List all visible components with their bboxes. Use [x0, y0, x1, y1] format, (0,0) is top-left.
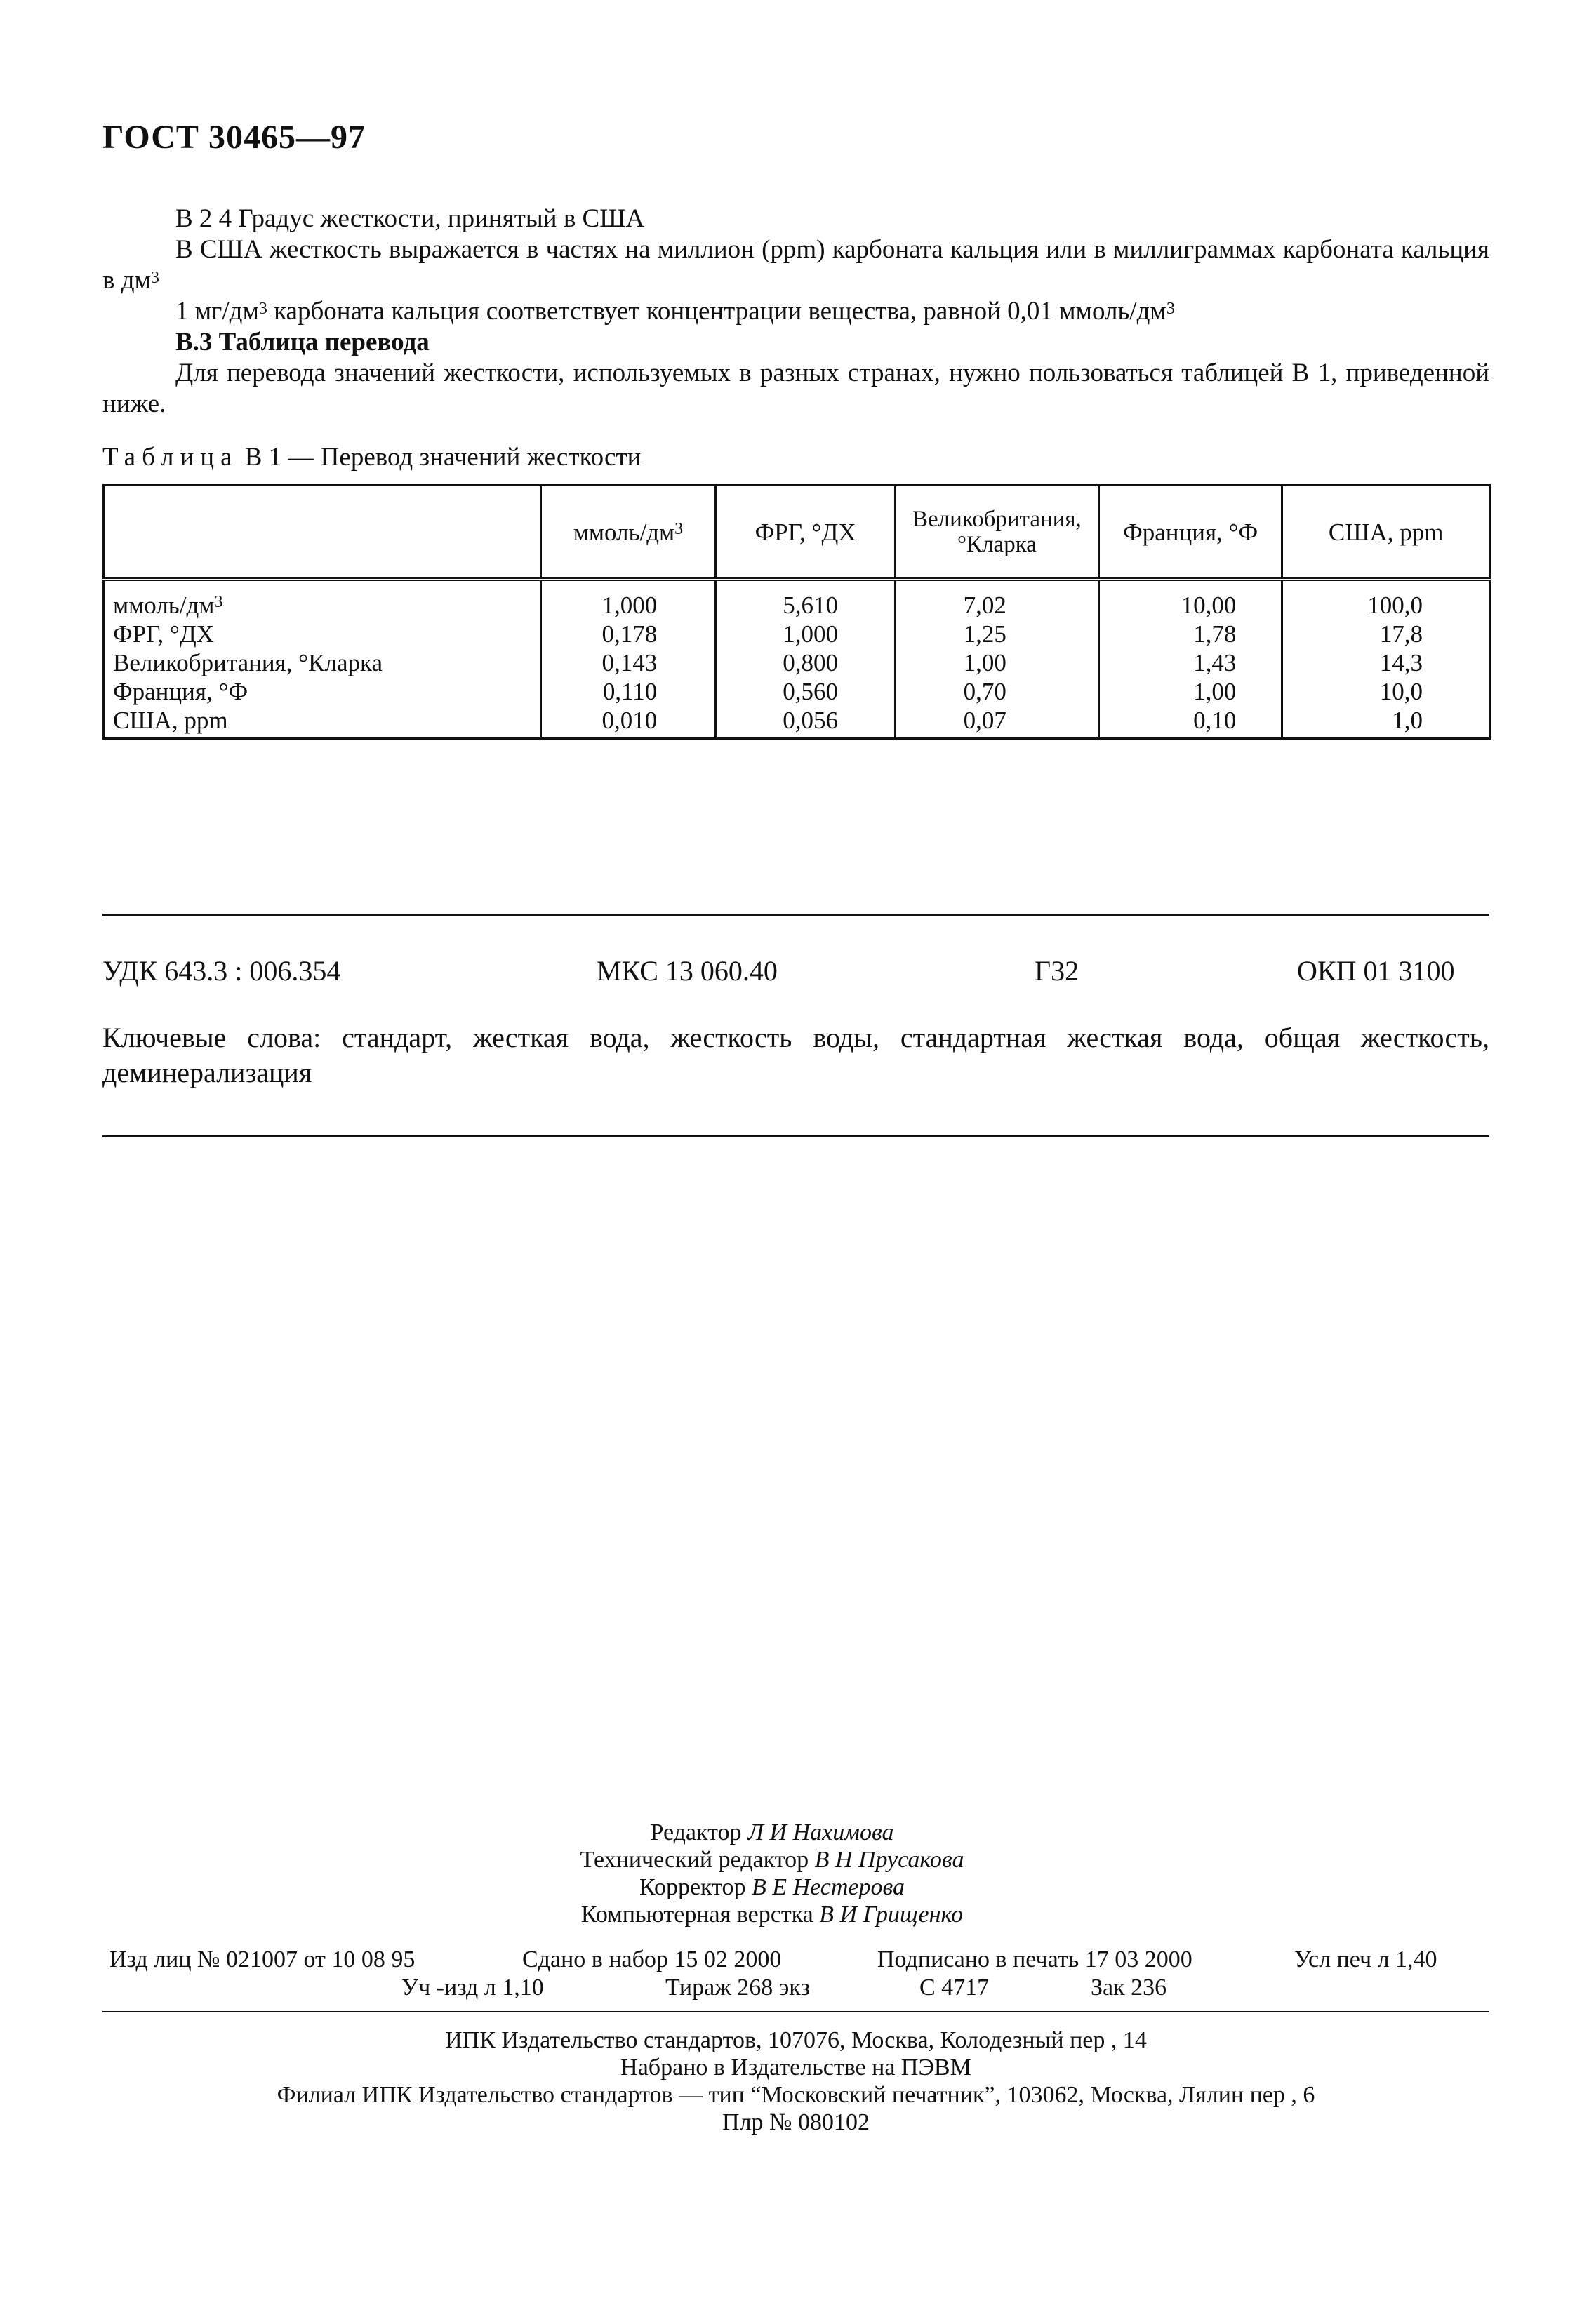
imprint-print-sheets: Усл печ л 1,40 [1294, 1946, 1437, 1972]
table-row [104, 648, 1490, 677]
table-cell: 0,056 [716, 706, 896, 739]
table-cell: 1,000 [540, 580, 716, 620]
credit-layout: Компьютерная верстка В И Грищенко [580, 1902, 964, 1928]
header-empty [104, 486, 541, 580]
imprint-pub-sheets: Уч -изд л 1,10 [401, 1975, 544, 2001]
table-cell: 1,43 [1098, 648, 1282, 677]
imprint-license: Изд лиц № 021007 от 10 08 95 [109, 1946, 416, 1972]
imprint-sent: Сдано в набор 15 02 2000 [522, 1946, 782, 1972]
table-cell: 14,3 [1282, 648, 1490, 677]
publisher-block [102, 2026, 1489, 2136]
table-cell: 1,000 [716, 620, 896, 648]
header-frg: ФРГ, °ДХ [716, 486, 896, 580]
header-uk: Великобритания, °Кларка [895, 486, 1098, 580]
table-cell: 0,178 [540, 620, 716, 648]
superscript: 3 [1166, 300, 1175, 318]
publisher-line-4: Плр № 080102 [722, 2109, 870, 2135]
divider-bottom [102, 1135, 1489, 1137]
table-cell: 0,560 [716, 677, 896, 706]
imprint-order: Зак 236 [1091, 1975, 1167, 2001]
table-cell: 1,78 [1098, 620, 1282, 648]
credit-tech-editor: Технический редактор В Н Прусакова [580, 1847, 964, 1873]
header-usa: США, ppm [1282, 486, 1490, 580]
row-label: ммоль/$дм^3$ [104, 580, 541, 620]
table-row [104, 580, 1490, 620]
imprint-run: Тираж 268 экз [665, 1975, 810, 2001]
table-cell: 10,00 [1098, 580, 1282, 620]
credit-corrector: Корректор В Е Нестерова [639, 1874, 905, 1900]
table-header-row [104, 486, 1490, 580]
table-cell: 0,143 [540, 648, 716, 677]
table-caption-title: В 1 — Перевод значений жесткости [238, 443, 642, 472]
table-cell: 1,00 [895, 648, 1098, 677]
table-cell: 1,25 [895, 620, 1098, 648]
header-mmol: ммоль/$дм^3$ [540, 486, 716, 580]
divider-imprint [102, 2011, 1489, 2012]
hardness-conversion-table [102, 484, 1491, 740]
superscript: 3 [258, 300, 267, 318]
table-cell: 5,610 [716, 580, 896, 620]
imprint-c: С 4717 [919, 1975, 990, 2001]
table-cell: 0,010 [540, 706, 716, 739]
publisher-line-2: Набрано в Издательстве на ПЭВМ [620, 2055, 971, 2081]
table-cell: 7,02 [895, 580, 1098, 620]
okp-code: ОКП 01 3100 [1297, 955, 1455, 987]
keywords: Ключевые слова: стандарт, жесткая вода, жесткость воды, стандартная жесткая вода, общая жесткость, деминерализация [102, 1022, 1489, 1088]
paragraph-usa-text: В США жесткость выражается в частях на миллион (ppm) карбоната кальция или в миллиграммах карбоната кальция в дм [102, 235, 1489, 295]
table-cell: 0,70 [895, 677, 1098, 706]
publisher-line-3: Филиал ИПК Издательство стандартов — тип “Московский печатник”, 103062, Москва, Лялин пер , 6 [277, 2082, 1315, 2108]
table-cell: 0,800 [716, 648, 896, 677]
table-caption-word: Таблица [102, 443, 239, 472]
paragraph-table-intro: Для перевода значений жесткости, используемых в разных странах, нужно пользоваться таблицей В 1, приведенной ниже. [102, 359, 1489, 418]
imprint-signed: Подписано в печать 17 03 2000 [877, 1946, 1192, 1972]
paragraph-mg-equivalence [102, 296, 1489, 327]
paragraph-b24: В 2 4 Градус жесткости, принятый в США [175, 204, 645, 233]
table-row [104, 706, 1490, 739]
divider-top [102, 914, 1489, 916]
table-cell: 17,8 [1282, 620, 1490, 648]
table-cell: 0,110 [540, 677, 716, 706]
row-label: США, ppm [104, 706, 541, 739]
table-cell: 1,00 [1098, 677, 1282, 706]
credit-editor: Редактор Л И Нахимова [650, 1819, 894, 1845]
table-row [104, 620, 1490, 648]
row-label: Франция, °Ф [104, 677, 541, 706]
standard-code: ГОСТ 30465—97 [102, 119, 366, 156]
table-cell: 100,0 [1282, 580, 1490, 620]
superscript: 3 [150, 269, 159, 287]
paragraph-usa-hardness [102, 234, 1489, 296]
header-france: Франция, °Ф [1098, 486, 1282, 580]
row-label: Великобритания, °Кларка [104, 648, 541, 677]
table-cell: 1,0 [1282, 706, 1490, 739]
table-cell: 10,0 [1282, 677, 1490, 706]
row-label: ФРГ, °ДХ [104, 620, 541, 648]
table-row [104, 677, 1490, 706]
group-code: Г32 [1035, 955, 1079, 987]
credits-block [421, 1819, 1123, 1928]
paragraph-mg-a: 1 мг/дм [175, 297, 259, 326]
table-cell: 0,10 [1098, 706, 1282, 739]
table-cell: 0,07 [895, 706, 1098, 739]
table-caption [102, 442, 641, 472]
section-heading-b3: В.3 Таблица перевода [175, 328, 430, 356]
mks-code: МКС 13 060.40 [597, 955, 778, 987]
publisher-line-1: ИПК Издательство стандартов, 107076, Москва, Колодезный пер , 14 [445, 2027, 1147, 2053]
udk-code: УДК 643.3 : 006.354 [102, 955, 341, 987]
paragraph-mg-b: карбоната кальция соответствует концентрации вещества, равной 0,01 ммоль/дм [267, 297, 1166, 326]
